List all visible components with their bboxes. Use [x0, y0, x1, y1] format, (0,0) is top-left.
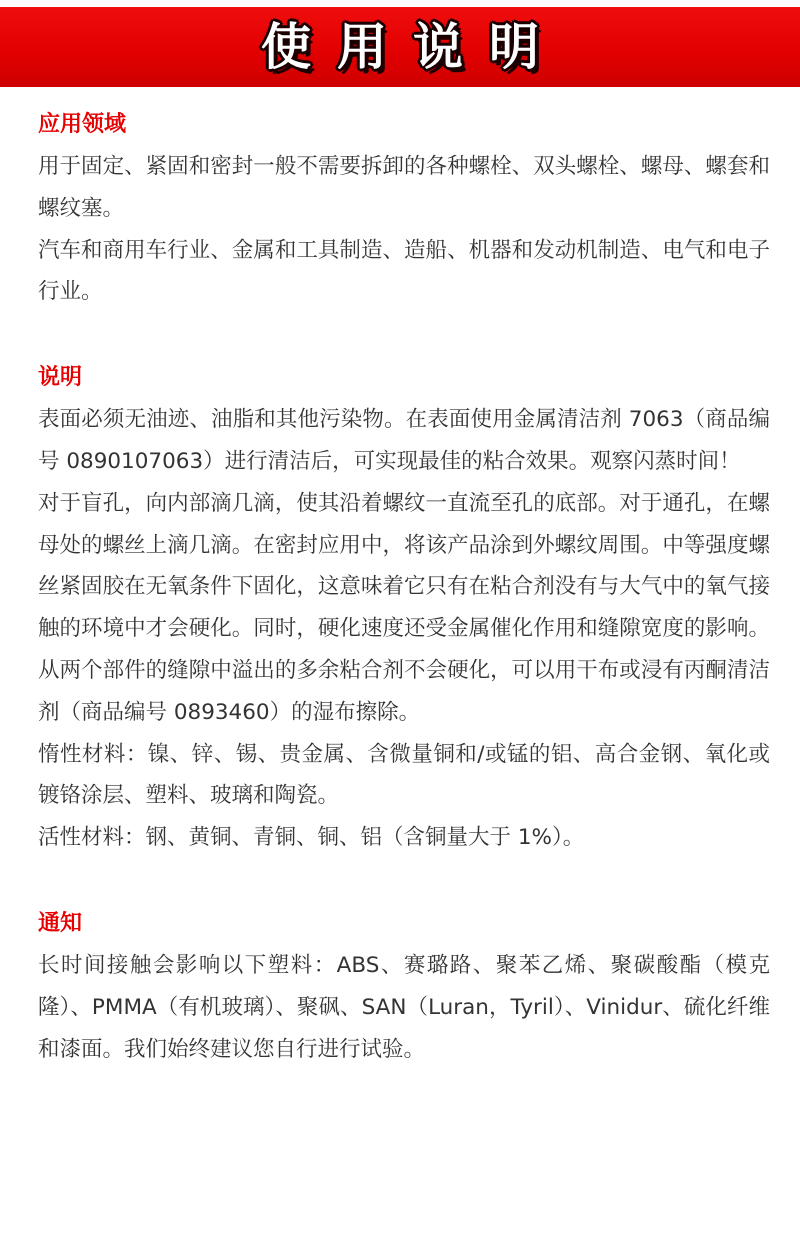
section-instructions [38, 357, 770, 859]
section-application-fields [38, 104, 770, 313]
section-title: 应用领域 [38, 112, 127, 137]
section-notice [38, 903, 770, 1070]
section-title: 说明 [38, 365, 83, 391]
content-area [38, 104, 770, 1114]
paragraph: 长时间接触会影响以下塑料：ABS、赛璐路、聚苯乙烯、聚碳酸酯（模克隆）、PMMA（有机玻璃）、聚砜、SAN（Luran，Tyril）、Vinidur、硫化纤维和漆面。我们始终建议您自行进行试验。 [38, 952, 770, 1062]
page-title: 使用说明 [261, 17, 565, 76]
section-title: 通知 [38, 910, 83, 936]
paragraph: 对于盲孔，向内部滴几滴，使其沿着螺纹一直流至孔的底部。对于通孔，在螺母处的螺丝上滴几滴。在密封应用中，将该产品涂到外螺纹周围。中等强度螺丝紧固胶在无氧条件下固化，这意味着它只有在粘合剂没有与大气中的氧气接触的环境中才会硬化。同时，硬化速度还受金属催化作用和缝隙宽度的影响。从两个部件的缝隙中溢出的多余粘合剂不会硬化，可以用干布或浸有丙酮清洁剂（商品编号 0893460）的湿布擦除。 [38, 490, 770, 725]
paragraph: 表面必须无油迹、油脂和其他污染物。在表面使用金属清洁剂 7063（商品编号 0890107063）进行清洁后，可实现最佳的粘合效果。观察闪蒸时间！ [38, 407, 770, 474]
paragraph: 惰性材料：镍、锌、锡、贵金属、含微量铜和/或锰的铝、高合金钢、氧化或镀铬涂层、塑料、玻璃和陶瓷。 [38, 741, 770, 809]
paragraph: 汽车和商用车行业、金属和工具制造、造船、机器和发动机制造、电气和电子行业。 [38, 237, 770, 305]
paragraph: 用于固定、紧固和密封一般不需要拆卸的各种螺栓、双头螺栓、螺母、螺套和螺纹塞。 [38, 154, 770, 221]
paragraph: 活性材料：钢、黄铜、青铜、铜、铝（含铜量大于 1%）。 [38, 825, 585, 851]
title-banner [0, 7, 800, 87]
